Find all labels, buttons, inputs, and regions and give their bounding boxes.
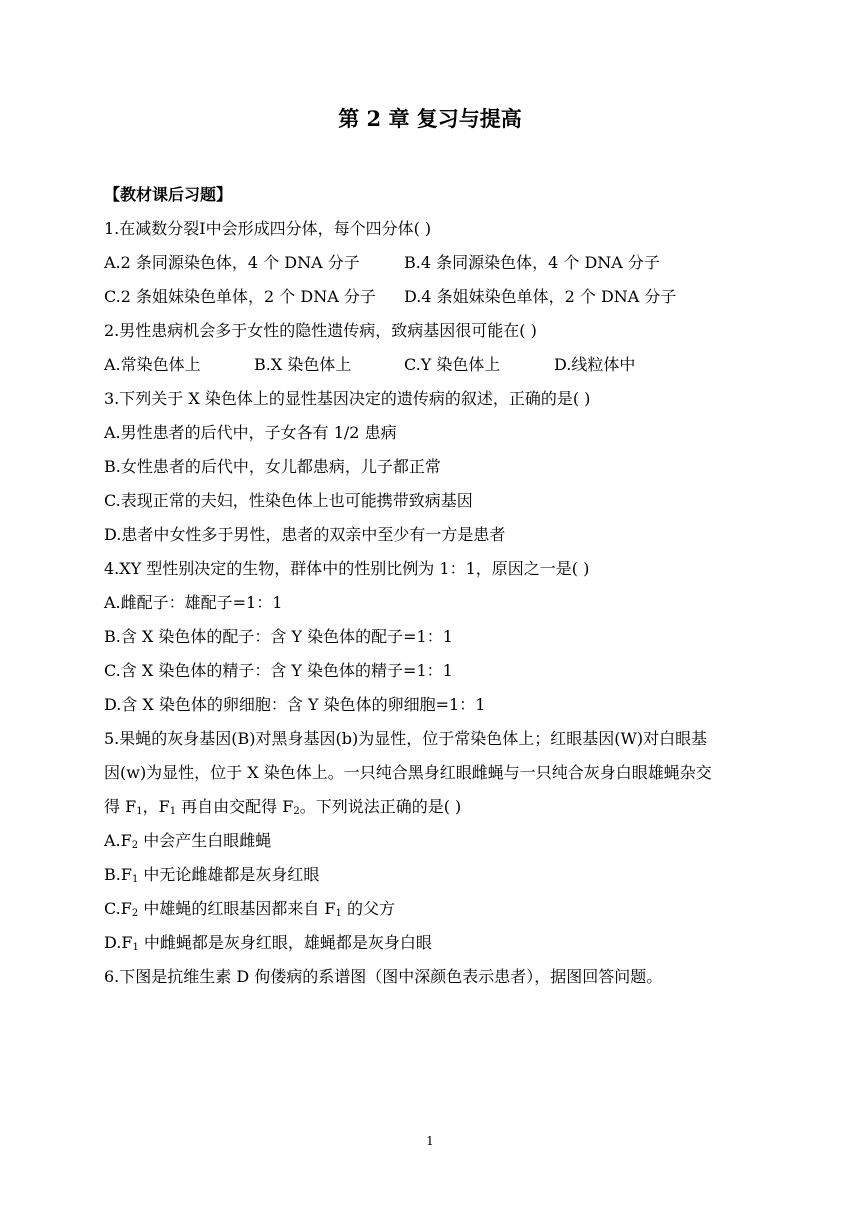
q5-text-part: 得 F [104, 797, 137, 816]
question-2-option-b: B.X 染色体上 [254, 355, 352, 374]
q5-text-part: 的父方 [341, 899, 395, 918]
q5-text-part: D.F [104, 933, 133, 952]
question-6-stem: 6.下图是抗维生素 D 佝偻病的系谱图（图中深颜色表示患者），据图回答问题。 [104, 967, 663, 986]
subscript: 1 [136, 806, 143, 817]
subscript: 2 [131, 840, 139, 851]
question-5-option-a [104, 824, 754, 858]
question-2-stem: 2.男性患病机会多于女性的隐性遗传病，致病基因很可能在( ) [104, 321, 537, 340]
question-1-stem: 1.在减数分裂Ⅰ中会形成四分体，每个四分体( ) [104, 219, 432, 238]
question-3-option-a: A.男性患者的后代中，子女各有 1/2 患病 [104, 423, 397, 442]
subscript: 1 [132, 942, 139, 953]
subscript: 1 [131, 874, 139, 885]
page-title: 第 2 章 复习与提高 [338, 106, 522, 131]
q5-text-part: 中无论雌雄都是灰身红眼 [138, 865, 320, 884]
question-4-stem: 4.XY 型性别决定的生物，群体中的性别比例为 1：1，原因之一是( ) [104, 559, 590, 578]
page-number: 1 [426, 1134, 434, 1148]
question-2-option-c: C.Y 染色体上 [404, 355, 501, 374]
question-5-option-c [104, 892, 754, 926]
subscript: 1 [335, 908, 342, 919]
question-3-option-c: C.表现正常的夫妇，性染色体上也可能携带致病基因 [104, 491, 473, 510]
q5-text-part: 再自由交配得 F [176, 797, 294, 816]
q5-text-part: 中会产生白眼雌蝇 [138, 831, 272, 850]
q5-text-part: 中雌蝇都是灰身红眼，雄蝇都是灰身白眼 [138, 933, 432, 952]
question-1-option-b: B.4 条同源染色体，4 个 DNA 分子 [404, 253, 660, 272]
question-5-option-d [104, 926, 754, 960]
question-2-option-d: D.线粒体中 [554, 355, 636, 374]
question-1-option-d: D.4 条姐妹染色单体，2 个 DNA 分子 [404, 287, 677, 306]
question-4-option-a: A.雌配子：雄配子=1：1 [104, 593, 283, 612]
q5-text-part: 。下列说法正确的是( ) [299, 797, 462, 816]
question-3-option-d: D.患者中女性多于男性，患者的双亲中至少有一方是患者 [104, 525, 506, 544]
question-5-option-b [104, 858, 754, 892]
question-5-stem-line-1: 5.果蝇的灰身基因(B)对黑身基因(b)为显性，位于常染色体上；红眼基因(W)对白眼基 [104, 729, 708, 748]
subscript: 1 [169, 806, 177, 817]
exercise-list [104, 178, 754, 994]
question-2-option-a: A.常染色体上 [104, 355, 201, 374]
section-heading: 【教材课后习题】 [104, 185, 233, 204]
question-2-options-row [104, 348, 754, 382]
question-3-option-b: B.女性患者的后代中，女儿都患病，儿子都正常 [104, 457, 441, 476]
question-1-options-row-1 [104, 246, 754, 280]
q5-text-part: C.F [104, 899, 132, 918]
question-1-option-c: C.2 条姐妹染色单体，2 个 DNA 分子 [104, 287, 376, 306]
question-4-option-b: B.含 X 染色体的配子：含 Y 染色体的配子=1：1 [104, 627, 453, 646]
question-1-options-row-2 [104, 280, 754, 314]
question-1-option-a: A.2 条同源染色体，4 个 DNA 分子 [104, 253, 360, 272]
question-4-option-d: D.含 X 染色体的卵细胞：含 Y 染色体的卵细胞=1：1 [104, 695, 486, 714]
question-4-option-c: C.含 X 染色体的精子：含 Y 染色体的精子=1：1 [104, 661, 453, 680]
question-5-stem-line-2: 因(w)为显性，位于 X 染色体上。一只纯合黑身红眼雌蝇与一只纯合灰身白眼雄蝇杂交 [104, 763, 712, 782]
q5-text-part: ，F [142, 797, 170, 816]
q5-text-part: A.F [104, 831, 132, 850]
question-3-stem: 3.下列关于 X 染色体上的显性基因决定的遗传病的叙述，正确的是( ) [104, 389, 591, 408]
subscript: 2 [293, 806, 300, 817]
question-5-stem-line-3 [104, 790, 754, 824]
q5-text-part: 中雄蝇的红眼基因都来自 F [138, 899, 336, 918]
q5-text-part: B.F [104, 865, 132, 884]
subscript: 2 [131, 908, 139, 919]
